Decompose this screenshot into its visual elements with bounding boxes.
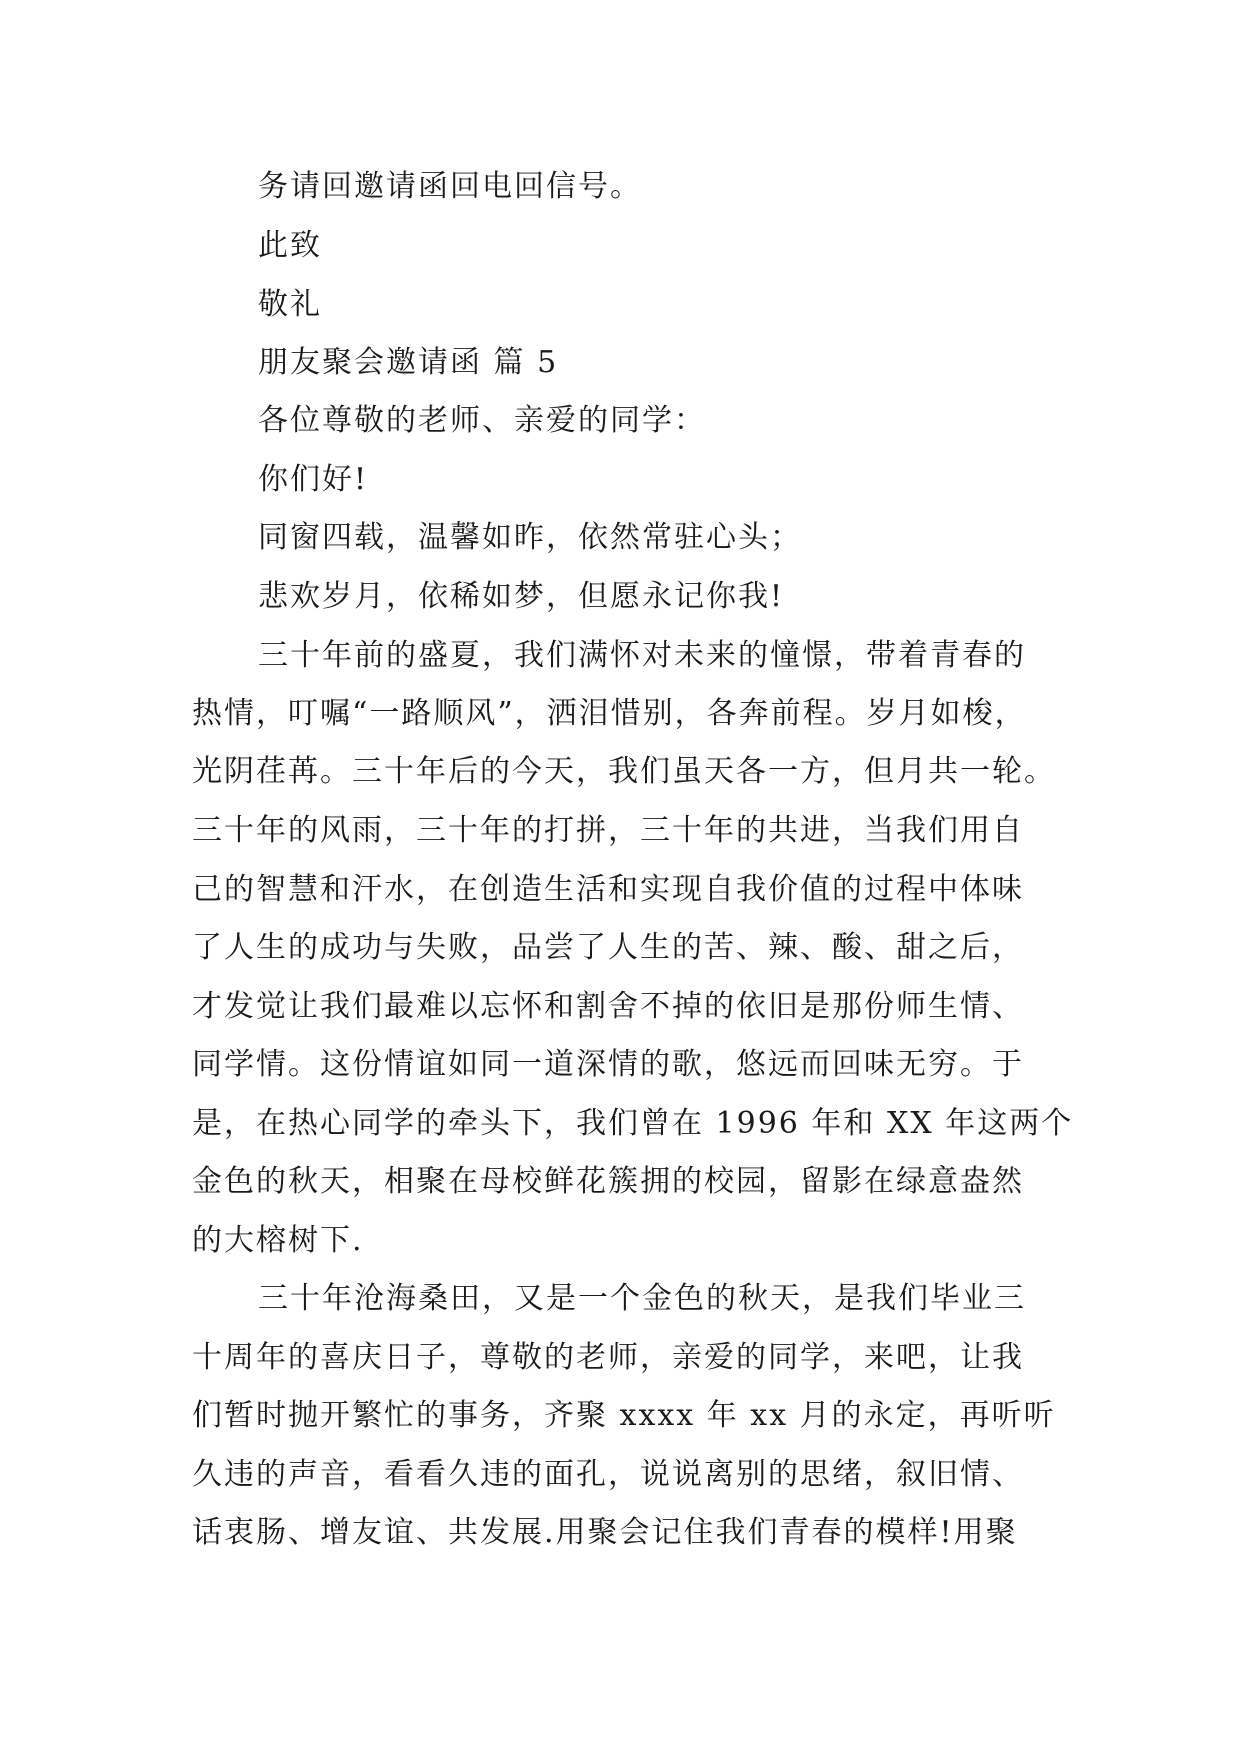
text-line: 务请回邀请函回电回信号。 <box>258 169 642 204</box>
text-line: 敬礼 <box>258 287 322 322</box>
paragraph-line: 己的智慧和汗水，在创造生活和实现自我价值的过程中体味 <box>192 872 1024 907</box>
paragraph-line: 才发觉让我们最难以忘怀和割舍不掉的依旧是那份师生情、 <box>192 989 1024 1024</box>
greeting: 你们好! <box>258 462 369 497</box>
paragraph-line: 三十年沧海桑田，又是一个金色的秋天，是我们毕业三 <box>258 1281 1026 1316</box>
paragraph-line: 热情，叮嘱“一路顺风”，洒泪惜别，各奔前程。岁月如梭， <box>192 696 1027 731</box>
paragraph-line: 了人生的成功与失败，品尝了人生的苦、辣、酸、甜之后， <box>192 930 1024 965</box>
paragraph-line: 们暂时抛开繁忙的事务，齐聚 xxxx 年 xx 月的永定，再听听 <box>192 1398 1056 1433</box>
verse-line: 同窗四载，温馨如昨，依然常驻心头； <box>258 520 802 555</box>
paragraph-line: 同学情。这份情谊如同一道深情的歌，悠远而回味无穷。于 <box>192 1047 1024 1082</box>
verse-line: 悲欢岁月，依稀如梦，但愿永记你我! <box>258 579 785 614</box>
paragraph-line: 三十年前的盛夏，我们满怀对未来的憧憬，带着青春的 <box>258 638 1026 673</box>
paragraph-line: 久违的声音，看看久违的面孔，说说离别的思绪，叙旧情、 <box>192 1457 1024 1492</box>
paragraph-line: 金色的秋天，相聚在母校鲜花簇拥的校园，留影在绿意盎然 <box>192 1164 1024 1199</box>
paragraph-line: 十周年的喜庆日子，尊敬的老师，亲爱的同学，来吧，让我 <box>192 1340 1024 1375</box>
text-line: 此致 <box>258 228 322 263</box>
paragraph-line: 的大榕树下. <box>192 1223 364 1258</box>
paragraph-line: 话衷肠、增友谊、共发展.用聚会记住我们青春的模样!用聚 <box>192 1515 1018 1550</box>
salutation: 各位尊敬的老师、亲爱的同学： <box>258 403 706 438</box>
section-heading: 朋友聚会邀请函 篇 5 <box>258 345 559 380</box>
paragraph-line: 三十年的风雨，三十年的打拼，三十年的共进，当我们用自 <box>192 813 1024 848</box>
paragraph-line: 光阴荏苒。三十年后的今天，我们虽天各一方，但月共一轮。 <box>192 754 1056 789</box>
paragraph-line: 是，在热心同学的牵头下，我们曾在 1996 年和 XX 年这两个 <box>192 1106 1074 1141</box>
